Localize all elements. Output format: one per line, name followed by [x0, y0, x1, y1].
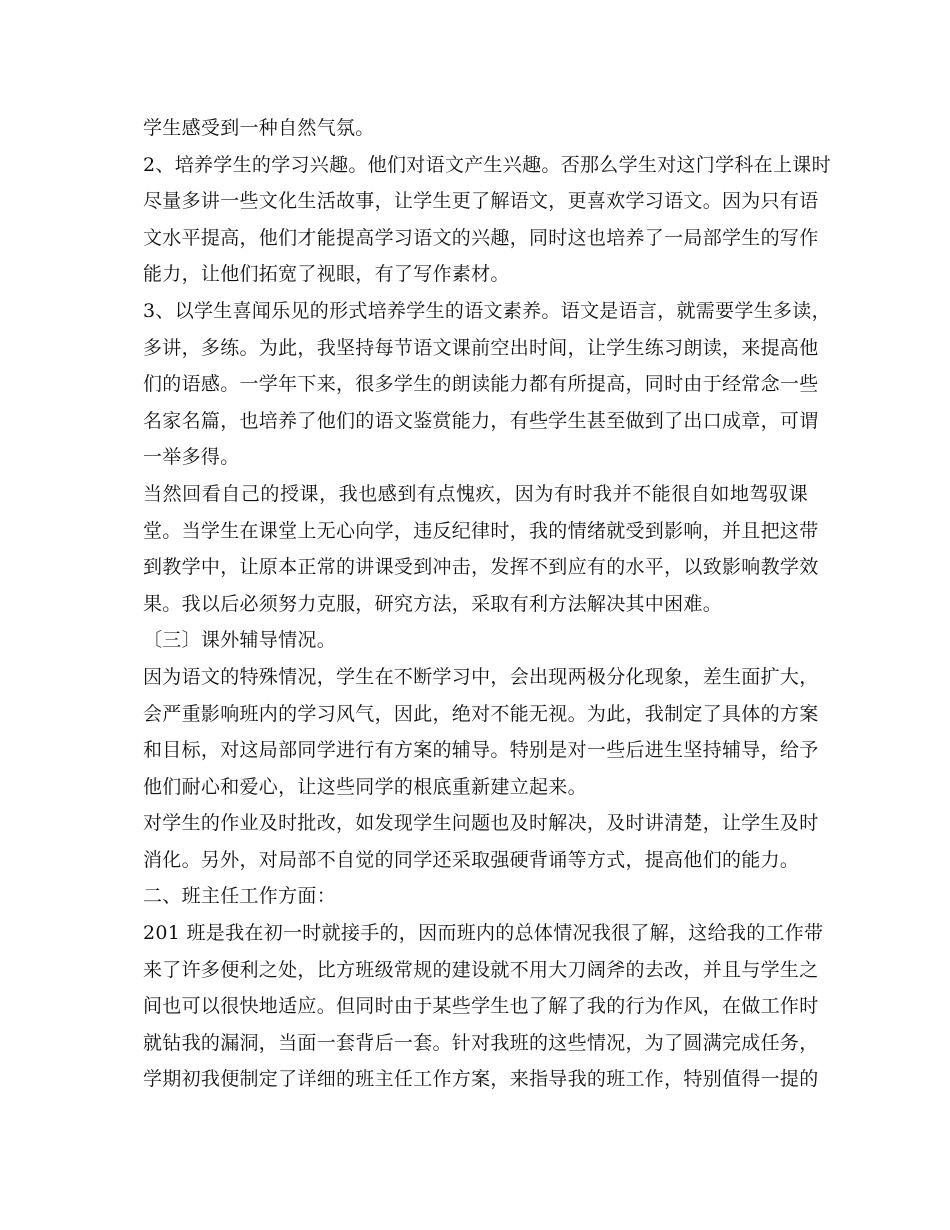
text-line: 学期初我便制定了详细的班主任工作方案，来指导我的班工作，特别值得一提的: [143, 1068, 819, 1091]
text-line: 他们耐心和爱心，让这些同学的根底重新建立起来。: [143, 775, 587, 798]
text-line: 消化。另外，对局部不自觉的同学还采取强硬背诵等方式，提高他们的能力。: [143, 848, 800, 871]
text-line: 2、培养学生的学习兴趣。他们对语文产生兴趣。否那么学生对这门学科在上课时: [143, 153, 831, 176]
text-line: 尽量多讲一些文化生活故事，让学生更了解语文，更喜欢学习语文。因为只有语: [143, 190, 819, 213]
text-line: 就钻我的漏洞，当面一套背后一套。针对我班的这些情况，为了圆满完成任务，: [143, 1031, 819, 1054]
text-line: 学生感受到一种自然气氛。: [143, 117, 375, 139]
text-line: 一举多得。: [143, 446, 240, 469]
section-heading: 〔三〕课外辅导情况。: [143, 629, 337, 652]
text-line: 文水平提高，他们才能提高学习语文的兴趣，同时这也培养了一局部学生的写作: [143, 226, 819, 249]
text-line: 3、以学生喜闻乐见的形式培养学生的语文素养。语文是语言，就需要学生多读，: [143, 299, 831, 322]
text-line: 会严重影响班内的学习风气，因此，绝对不能无视。为此，我制定了具体的方案: [143, 702, 819, 725]
text-line: 堂。当学生在课堂上无心向学，违反纪律时，我的情绪就受到影响，并且把这带: [143, 519, 819, 542]
text-line: 名家名篇，也培养了他们的语文鉴赏能力，有些学生甚至做到了出口成章，可谓: [143, 409, 819, 432]
text-line: 和目标，对这局部同学进行有方案的辅导。特别是对一些后进生坚持辅导，给予: [143, 739, 819, 762]
document-body: [143, 110, 831, 1098]
text-line: 果。我以后必须努力克服，研究方法，采取有利方法解决其中困难。: [143, 592, 723, 615]
text-line: 来了许多便利之处，比方班级常规的建设就不用大刀阔斧的去改，并且与学生之: [143, 958, 819, 981]
text-line: 多讲，多练。为此，我坚持每节语文课前空出时间，让学生练习朗读，来提高他: [143, 336, 819, 359]
text-line: 当然回看自己的授课，我也感到有点愧疚，因为有时我并不能很自如地驾驭课: [143, 482, 808, 505]
text-line: 间也可以很快地适应。但同时由于某些学生也了解了我的行为作风，在做工作时: [143, 995, 819, 1018]
text-line: 因为语文的特殊情况，学生在不断学习中，会出现两极分化现象，差生面扩大，: [143, 665, 819, 688]
text-line: 对学生的作业及时批改，如发现学生问题也及时解决，及时讲清楚，让学生及时: [143, 812, 819, 835]
text-line: 201 班是我在初一时就接手的，因而班内的总体情况我很了解，这给我的工作带: [143, 922, 824, 945]
text-line: 到教学中，让原本正常的讲课受到冲击，发挥不到应有的水平，以致影响教学效: [143, 556, 819, 579]
section-heading: 二、班主任工作方面：: [143, 885, 337, 908]
text-line: 们的语感。一学年下来，很多学生的朗读能力都有所提高，同时由于经常念一些: [143, 373, 819, 396]
text-line: 能力，让他们拓宽了视眼，有了写作素材。: [143, 263, 510, 286]
